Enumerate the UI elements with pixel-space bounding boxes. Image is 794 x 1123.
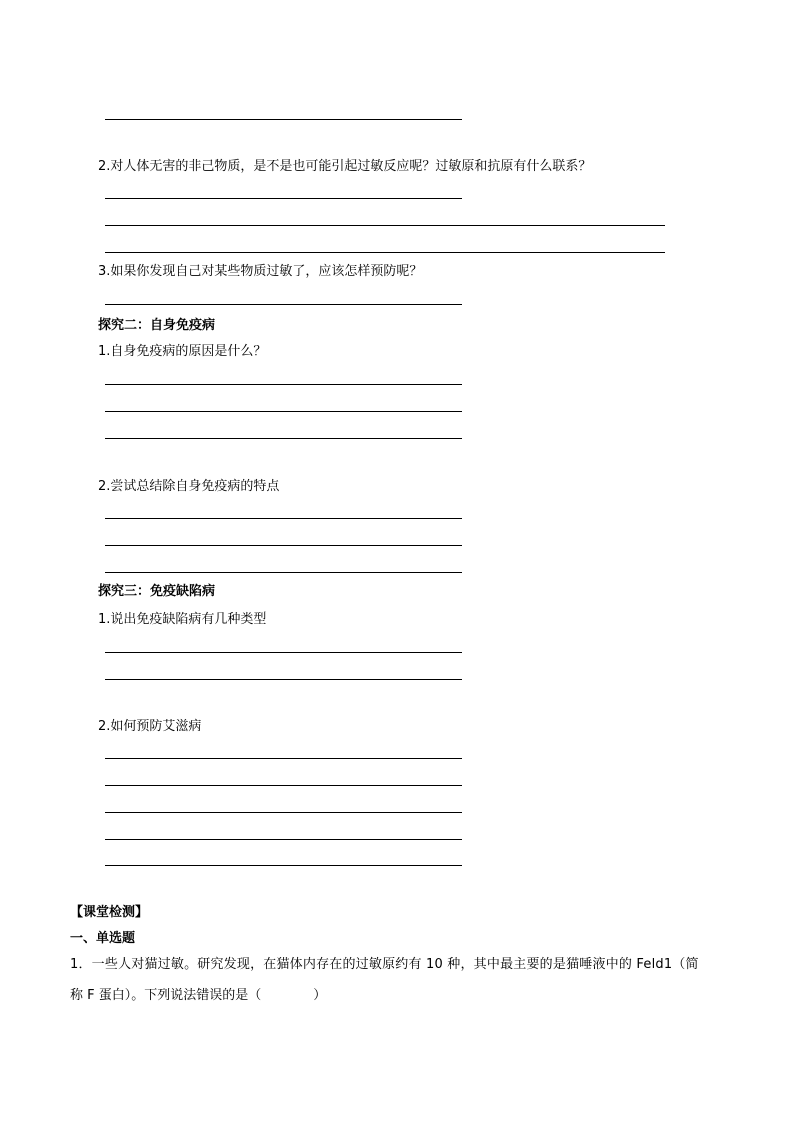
answer-line (105, 384, 462, 385)
answer-line (105, 758, 462, 759)
question-text: 1.自身免疫病的原因是什么？ (98, 344, 267, 359)
question-text: 2.如何预防艾滋病 (98, 719, 202, 734)
question-text: 1.说出免疫缺陷病有几种类型 (98, 612, 267, 627)
section-heading: 探究二：自身免疫病 (98, 318, 216, 333)
question-text: 3.如果你发现自己对某些物质过敏了，应该怎样预防呢？ (98, 264, 423, 279)
answer-line (105, 785, 462, 786)
answer-line (105, 438, 462, 439)
subsection-heading: 一、单选题 (70, 931, 136, 946)
section-heading: 探究三：免疫缺陷病 (98, 584, 216, 599)
question-text: 称 F 蛋白）。下列说法错误的是（ ） (70, 988, 327, 1003)
answer-line (105, 812, 462, 813)
answer-line (105, 865, 462, 866)
answer-line (105, 119, 462, 120)
answer-line (105, 839, 462, 840)
answer-line (105, 679, 462, 680)
answer-line (105, 198, 462, 199)
answer-line (105, 652, 462, 653)
section-heading: 【课堂检测】 (70, 905, 149, 920)
question-text: 2.对人体无害的非己物质，是不是也可能引起过敏反应呢？过敏原和抗原有什么联系？ (98, 159, 592, 174)
answer-line (105, 304, 462, 305)
answer-line (105, 545, 462, 546)
question-text: 2.尝试总结除自身免疫病的特点 (98, 479, 280, 494)
answer-line (105, 518, 462, 519)
answer-line (105, 572, 462, 573)
answer-line (105, 411, 462, 412)
answer-line (105, 225, 665, 226)
answer-line (105, 252, 665, 253)
question-text: 1．一些人对猫过敏。研究发现，在猫体内存在的过敏原约有 10 种，其中最主要的是猫唾液中的 Feld1（简 (70, 957, 699, 972)
